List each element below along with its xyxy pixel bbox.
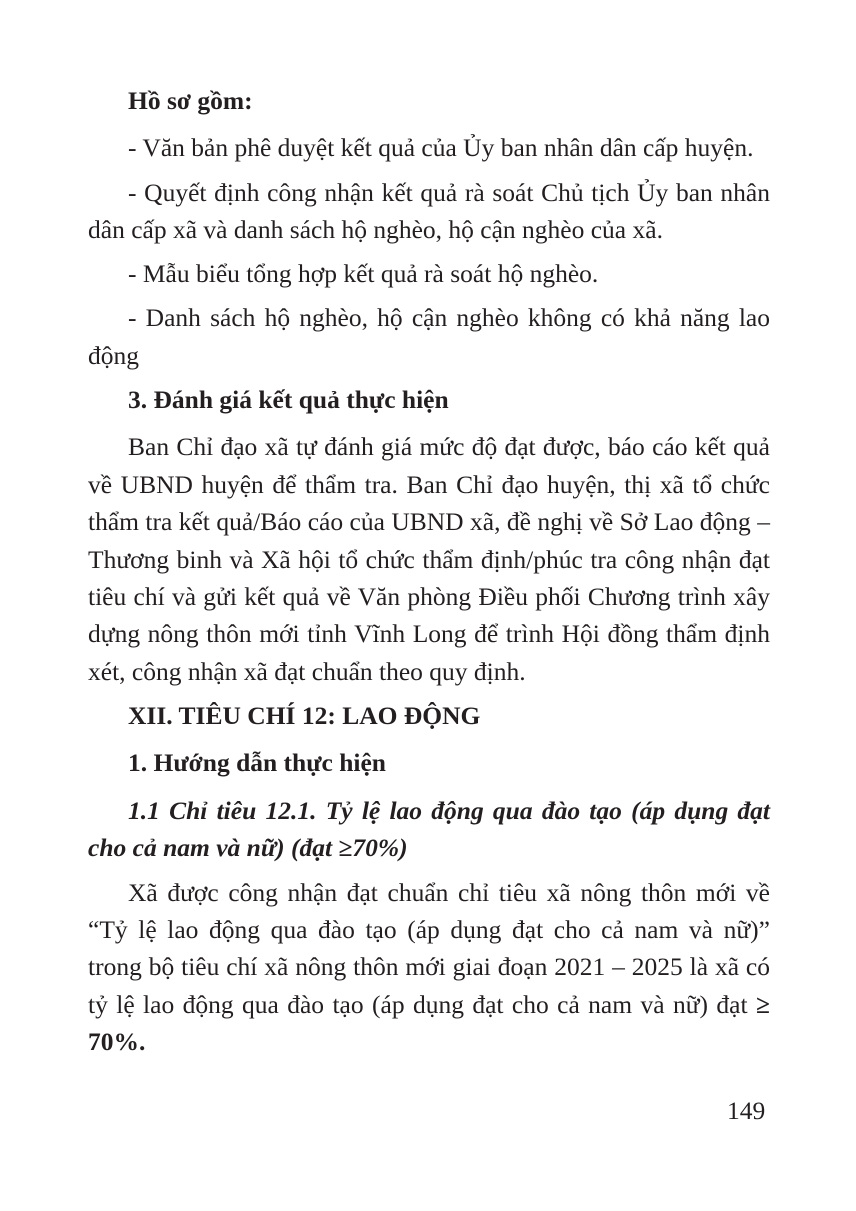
section-3-heading: 3. Đánh giá kết quả thực hiện [128,385,449,415]
records-item-summary-form: - Mẫu biểu tổng hợp kết quả rà soát hộ nghèo. [128,259,599,289]
records-item-no-labor-list: - Danh sách hộ nghèo, hộ cận nghèo không có khả năng lao động [88,303,770,370]
records-heading: Hồ sơ gồm: [128,86,253,115]
chapter-12-heading: XII. TIÊU CHÍ 12: LAO ĐỘNG [128,701,481,731]
records-item-approval: - Văn bản phê duyệt kết quả của Ủy ban nhân dân cấp huyện. [128,133,754,163]
guidance-heading: 1. Hướng dẫn thực hiện [128,748,386,778]
indicator-12-1-paragraph [88,874,770,1061]
indicator-12-1-heading: 1.1 Chỉ tiêu 12.1. Tỷ lệ lao động qua đào tạo (áp dụng đạt cho cả nam và nữ) (đạt ≥70%) [88,795,770,863]
document-page [88,82,770,1067]
records-item-decision: - Quyết định công nhận kết quả rà soát Chủ tịch Ủy ban nhân dân cấp xã và danh sách hộ nghèo, hộ cận nghèo của xã. [88,177,770,245]
page-number: 149 [727,1096,766,1125]
section-3-paragraph: Ban Chỉ đạo xã tự đánh giá mức độ đạt được, báo cáo kết quả về UBND huyện để thẩm tra. Ban Chỉ đạo huyện, thị xã tổ chức thẩm tra kết quả/Báo cáo của UBND xã, đề nghị về Sở Lao động – Thương binh và Xã hội tổ chức thẩm định/phúc tra công nhận đạt tiêu chí và gửi kết quả về Văn phòng Điều phối Chương trình xây dựng nông thôn mới tỉnh Vĩnh Long để trình Hội đồng thẩm định xét, công nhận xã đạt chuẩn theo quy định. [88,432,770,686]
indicator-paragraph-text: Xã được công nhận đạt chuẩn chỉ tiêu xã nông thôn mới về “Tỷ lệ lao động qua đào tạo (áp dụng đạt cho cả nam và nữ)” trong bộ tiêu chí xã nông thôn mới giai đoạn 2021 – 2025 là xã có tỷ lệ lao động qua đào tạo (áp dụng đạt cho cả nam và nữ) đạt [88,877,770,1019]
indicator-threshold: ≥ 70%. [88,989,770,1057]
